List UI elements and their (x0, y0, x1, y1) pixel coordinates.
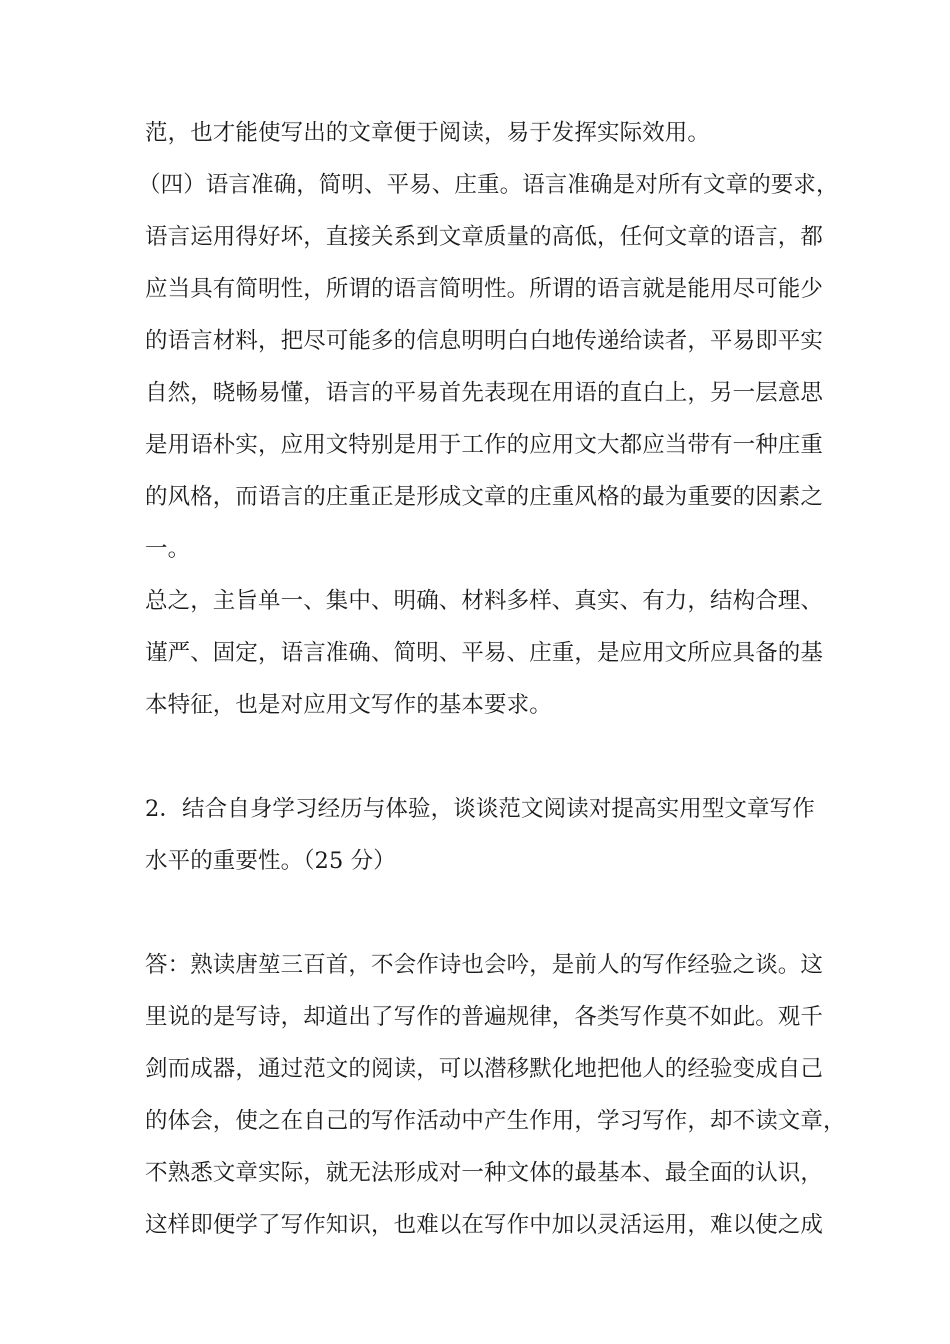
answer-line-4: 的体会，使之在自己的写作活动中产生作用，学习写作，却不读文章， (145, 1108, 846, 1134)
answer-line-6: 这样即便学了写作知识，也难以在写作中加以灵活运用，难以使之成 (145, 1212, 824, 1238)
text-line-6: 自然，晓畅易懂，语言的平易首先表现在用语的直白上，另一层意思 (145, 380, 824, 406)
answer-line-2: 里说的是写诗，却道出了写作的普遍规律，各类写作莫不如此。观千 (145, 1004, 824, 1030)
answer-line-3: 剑而成器，通过范文的阅读，可以潜移默化地把他人的经验变成自己 (145, 1056, 824, 1082)
text-line-5: 的语言材料，把尽可能多的信息明明白白地传递给读者，平易即平实 (145, 328, 824, 354)
text-line-8: 的风格，而语言的庄重正是形成文章的庄重风格的最为重要的因素之 (145, 484, 824, 510)
text-line-3: 语言运用得好坏，直接关系到文章质量的高低，任何文章的语言，都 (145, 224, 824, 250)
text-line-10: 总之，主旨单一、集中、明确、材料多样、真实、有力，结构合理、 (145, 588, 824, 614)
question-line-2: 水平的重要性。（25 分） (145, 848, 396, 874)
text-line-11: 谨严、固定，语言准确、简明、平易、庄重，是应用文所应具备的基 (145, 640, 824, 666)
text-line-4: 应当具有简明性，所谓的语言简明性。所谓的语言就是能用尽可能少 (145, 276, 824, 302)
text-line-7: 是用语朴实，应用文特别是用于工作的应用文大都应当带有一种庄重 (145, 432, 824, 458)
question-line-1: 2．结合自身学习经历与体验，谈谈范文阅读对提高实用型文章写作 (145, 796, 815, 822)
text-line-1: 范，也才能使写出的文章便于阅读，易于发挥实际效用。 (145, 120, 711, 146)
text-line-2: （四）语言准确，简明、平易、庄重。语言准确是对所有文章的要求， (138, 172, 839, 198)
answer-line-1: 答：熟读唐堃三百首，不会作诗也会吟，是前人的写作经验之谈。这 (145, 952, 824, 978)
text-line-12: 本特征，也是对应用文写作的基本要求。 (145, 692, 552, 718)
text-line-9: 一。 (145, 536, 191, 562)
answer-line-5: 不熟悉文章实际，就无法形成对一种文体的最基本、最全面的认识， (145, 1160, 824, 1186)
